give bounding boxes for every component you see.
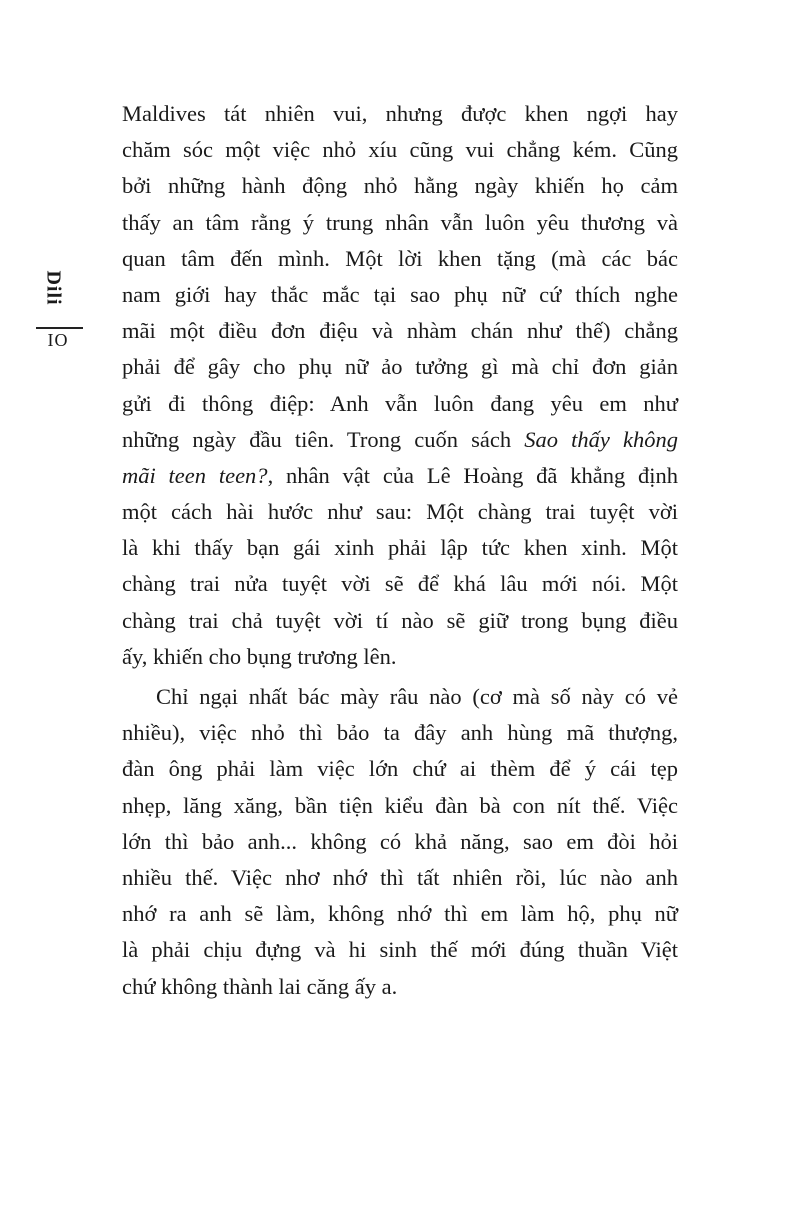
text-line: nam giới hay thắc mắc tại sao phụ nữ cứ thích nghe: [122, 281, 678, 307]
text-line: thấy an tâm rằng ý trung nhân vẫn luôn yêu thương và: [122, 209, 678, 235]
text-line: Maldives tát nhiên vui, nhưng được khen ngợi hay: [122, 101, 678, 126]
book-title-italic: Sao thấy không: [524, 426, 678, 452]
text-line: quan tâm đến mình. Một lời khen tặng (mà các bác: [122, 245, 678, 271]
paragraph-1: [122, 96, 678, 675]
text-line: một cách hài hước như sau: Một chàng trai tuyệt vời: [122, 499, 678, 525]
running-head: [38, 258, 68, 318]
text-line: bởi những hành động nhỏ hằng ngày khiến họ cảm: [122, 173, 678, 199]
page-number: IO: [47, 330, 69, 350]
text-line: gửi đi thông điệp: Anh vẫn luôn đang yêu em như: [122, 390, 678, 416]
paragraph-2: [122, 679, 678, 1005]
text-line: chứ không thành lai căng ấy a.: [122, 973, 398, 999]
text-line: nhẹp, lăng xăng, bần tiện kiểu đàn bà con nít thế. Việc: [122, 792, 678, 818]
text-line: là phải chịu đựng và hi sinh thế mới đúng thuần Việt: [122, 937, 678, 963]
text-line: là khi thấy bạn gái xinh phải lập tức khen xinh. Một: [122, 535, 678, 561]
text-line: lớn thì bảo anh... không có khả năng, sao em đòi hỏi: [122, 828, 678, 854]
text-line: nhiều thế. Việc nhơ nhớ thì tất nhiên rồi, lúc nào anh: [122, 864, 678, 890]
text-line: [122, 422, 678, 458]
text-segment: , nhân vật của Lê Hoàng đã khẳng định: [267, 462, 679, 488]
text-line: ấy, khiến cho bụng trương lên.: [122, 643, 397, 669]
text-line: Chỉ ngại nhất bác mày râu nào (cơ mà số này có vẻ: [156, 684, 678, 709]
text-line: chàng trai chả tuyệt vời tí nào sẽ giữ trong bụng điều: [122, 607, 678, 633]
text-line: đàn ông phải làm việc lớn chứ ai thèm để ý cái tẹp: [122, 756, 678, 782]
text-line: chàng trai nửa tuyệt vời sẽ để khá lâu mới nói. Một: [122, 571, 678, 597]
text-line: nhiều), việc nhỏ thì bảo ta đây anh hùng mã thượng,: [122, 720, 678, 746]
text-line: mãi một điều đơn điệu và nhàm chán như thế) chẳng: [122, 318, 678, 344]
book-title-italic: mãi teen teen?: [122, 462, 268, 488]
text-segment: những ngày đầu tiên. Trong cuốn sách: [122, 426, 525, 452]
running-head-text: Dili: [42, 270, 65, 306]
text-line: phải để gây cho phụ nữ ảo tưởng gì mà chỉ đơn giản: [122, 354, 678, 380]
text-line: [122, 458, 678, 494]
body-text: [122, 96, 678, 1005]
header-rule: [36, 327, 83, 329]
text-line: chăm sóc một việc nhỏ xíu cũng vui chẳng kém. Cũng: [122, 137, 678, 163]
text-line: nhớ ra anh sẽ làm, không nhớ thì em làm hộ, phụ nữ: [122, 901, 678, 927]
